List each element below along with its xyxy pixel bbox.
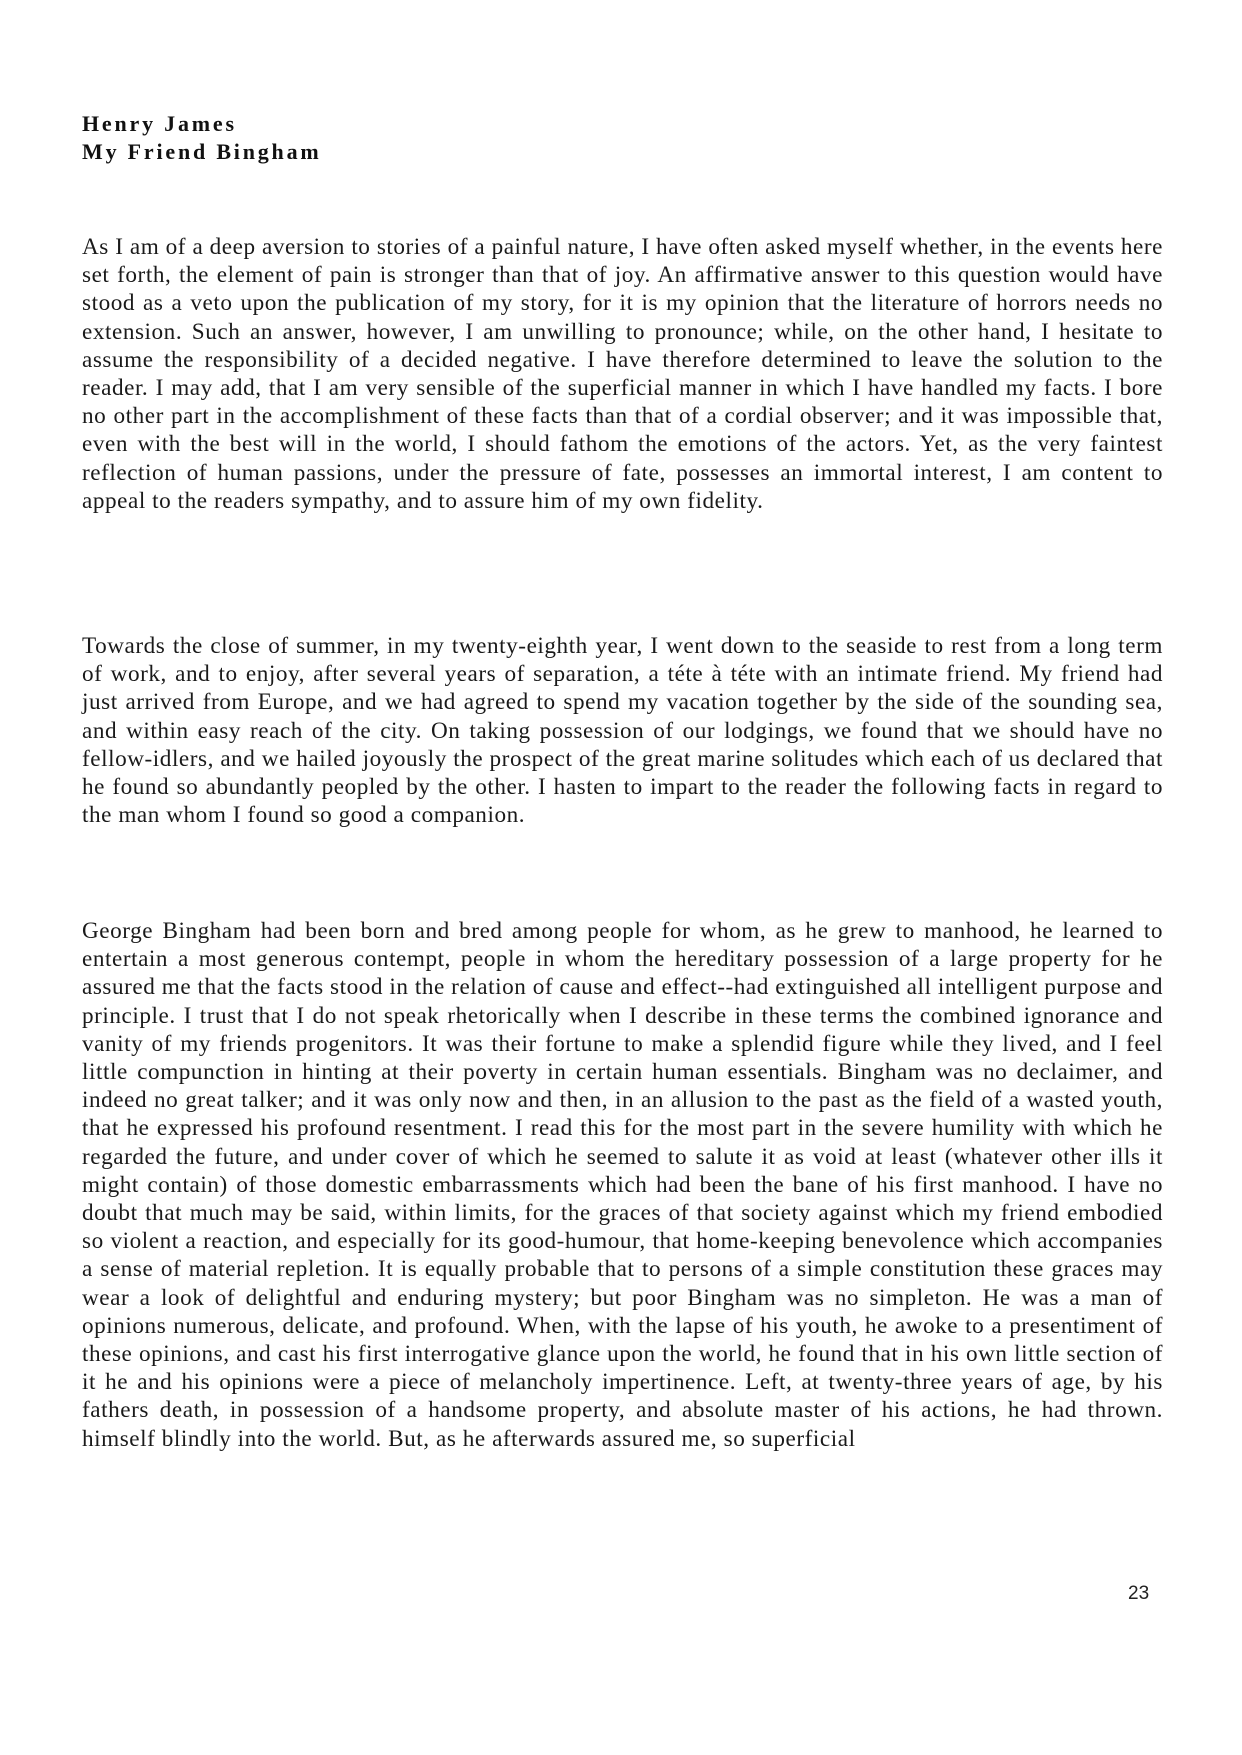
document-heading — [82, 110, 322, 166]
page-number: 23 — [1128, 1583, 1150, 1604]
author-name: Henry James — [82, 111, 237, 136]
story-title: My Friend Bingham — [82, 139, 322, 164]
paragraph-3: George Bingham had been born and bred among people for whom, as he grew to manhood, he learned to entertain a most generous contempt, people in whom the hereditary possession of a large property for he assured me that the facts stood in the relation of cause and effect--had extinguished all intelligent purpose and principle. I trust that I do not speak rhetorically when I describe in these terms the combined ignorance and vanity of my friends progenitors. It was their fortune to make a splendid figure while they lived, and I feel little compunction in hinting at their poverty in certain human essentials. Bingham was no declaimer, and indeed no great talker; and it was only now and then, in an allusion to the past as the field of a wasted youth, that he expressed his profound resentment. I read this for the most part in the severe humility with which he regarded the future, and under cover of which he seemed to salute it as void at least (whatever other ills it might contain) of those domestic embarrassments which had been the bane of his first manhood. I have no doubt that much may be said, within limits, for the graces of that society against which my friend embodied so violent a reaction, and especially for its good-humour, that home-keeping benevolence which accompanies a sense of material repletion. It is equally probable that to persons of a simple constitution these graces may wear a look of delightful and enduring mystery; but poor Bingham was no simpleton. He was a man of opinions numerous, delicate, and profound. When, with the lapse of his youth, he awoke to a presentiment of these opinions, and cast his first interrogative glance upon the world, he found that in his own little section of it he and his opinions were a piece of melancholy impertinence. Left, at twenty-three years of age, by his fathers death, in possession of a handsome property, and absolute master of his actions, he had thrown. himself blindly into the world. But, as he afterwards assured me, so superficial — [82, 918, 1163, 1452]
paragraph-2: Towards the close of summer, in my twenty-eighth year, I went down to the seaside to rest from a long term of work, and to enjoy, after several years of separation, a téte à téte with an intimate friend. My friend had just arrived from Europe, and we had agreed to spend my vacation together by the side of the sounding sea, and within easy reach of the city. On taking possession of our lodgings, we found that we should have no fellow-idlers, and we hailed joyously the prospect of the great marine solitudes which each of us declared that he found so abundantly peopled by the other. I hasten to impart to the reader the following facts in regard to the man whom I found so good a companion. — [82, 633, 1163, 829]
paragraph-1: As I am of a deep aversion to stories of a painful nature, I have often asked myself whether, in the events here set forth, the element of pain is stronger than that of joy. An affirmative answer to this question would have stood as a veto upon the publication of my story, for it is my opinion that the literature of horrors needs no extension. Such an answer, however, I am unwilling to pronounce; while, on the other hand, I hesitate to assume the responsibility of a decided negative. I have therefore determined to leave the solution to the reader. I may add, that I am very sensible of the superficial manner in which I have handled my facts. I bore no other part in the accomplishment of these facts than that of a cordial observer; and it was impossible that, even with the best will in the world, I should fathom the emotions of the actors. Yet, as the very faintest reflection of human passions, under the pressure of fate, possesses an immortal interest, I am content to appeal to the readers sympathy, and to assure him of my own fidelity. — [82, 234, 1163, 514]
